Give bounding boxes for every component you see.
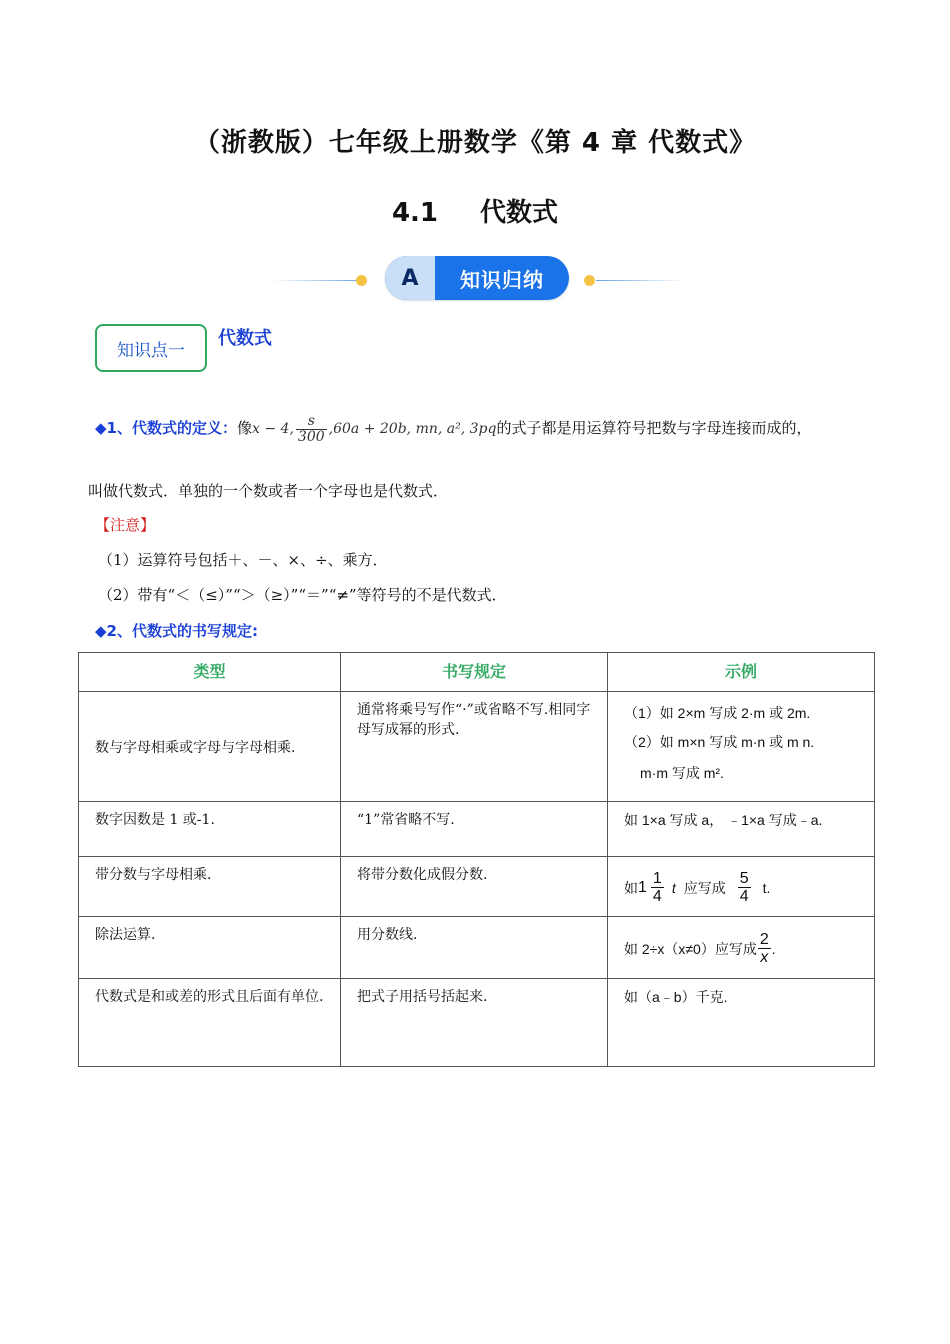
table-header-row xyxy=(79,653,875,692)
row1-example-line3: m·m 写成 m². xyxy=(640,765,724,781)
definition-lead: 像 xyxy=(237,419,253,438)
document-title: （浙教版）七年级上册数学《第 4 章 代数式》 xyxy=(193,128,757,158)
row4-rule: 用分数线. xyxy=(341,917,608,979)
definition-line-1 xyxy=(95,414,811,444)
banner-line-left xyxy=(272,280,360,281)
row1-example-line2: （2）如 m×n 写成 m·n 或 m n. xyxy=(624,734,815,750)
table-row xyxy=(79,857,875,917)
section-banner xyxy=(385,256,569,300)
row5-rule: 把式子用括号括起来. xyxy=(341,979,608,1067)
banner-label: 知识归纳 xyxy=(460,267,544,292)
rules-heading xyxy=(95,620,258,641)
table-row xyxy=(79,692,875,802)
row5-example: 如（a﹣b）千克. xyxy=(608,979,875,1067)
definition-heading-wrap xyxy=(95,419,237,437)
section-title: 代数式 xyxy=(480,198,559,228)
table-row xyxy=(79,802,875,857)
row4-type: 除法运算. xyxy=(79,917,341,979)
banner-line-right xyxy=(596,280,686,281)
note-tag: 【注意】 xyxy=(95,516,156,534)
row4-frac-den: x xyxy=(760,949,769,966)
row1-type: 数与字母相乘或字母与字母相乘. xyxy=(79,692,341,802)
section-number: 4.1 xyxy=(391,198,439,228)
knowledge-point-title: 代数式 xyxy=(218,328,272,349)
knowledge-point-tag: 知识点一 xyxy=(95,324,207,372)
row1-example xyxy=(608,692,875,802)
row3-mid: 应写成 xyxy=(683,879,726,896)
row4-example xyxy=(608,917,875,979)
row3-fraction2 xyxy=(738,870,751,905)
row3-fraction xyxy=(651,870,664,905)
row4-prefix: 如 2÷x（x≠0）应写成 xyxy=(624,940,757,957)
expr-fraction-den: 300 xyxy=(297,428,325,445)
rules-heading-text: 2、代数式的书写规定: xyxy=(106,622,258,640)
note-item-1: （1）运算符号包括＋、－、×、÷、乘方． xyxy=(98,551,388,569)
row1-example-line1: （1）如 2×m 写成 2·m 或 2m. xyxy=(624,705,811,721)
section-heading xyxy=(0,192,950,229)
row3-frac-den: 4 xyxy=(652,888,662,905)
row3-whole: 1 xyxy=(638,878,647,896)
header-type: 类型 xyxy=(79,653,341,692)
note-item-2: （2）带有“＜（≤）”“＞（≥）”“＝”“≠”等符号的不是代数式． xyxy=(98,586,507,604)
definition-line-2: 叫做代数式．单独的一个数或者一个字母也是代数式． xyxy=(88,482,449,500)
row5-type: 代数式是和或差的形式且后面有单位. xyxy=(79,979,341,1067)
expr-b: ,60a + 20b, mn, a², 3pq xyxy=(328,421,497,438)
row3-example xyxy=(608,857,875,917)
table-row xyxy=(79,979,875,1067)
expr-fraction-num: s xyxy=(296,414,327,430)
banner-dot-left xyxy=(356,275,367,286)
row2-rule: “1”常省略不写. xyxy=(341,802,608,857)
banner-letter: A xyxy=(385,256,435,300)
definition-tail: 的式子都是用运算符号把数与字母连接而成的， xyxy=(496,419,812,438)
row4-fraction xyxy=(758,931,771,966)
row3-prefix: 如 xyxy=(624,879,638,896)
mixed-number-example xyxy=(624,870,770,905)
row3-var: t xyxy=(671,879,676,896)
table-row xyxy=(79,917,875,979)
banner-dot-right xyxy=(584,275,595,286)
header-example: 示例 xyxy=(608,653,875,692)
row4-frac-num: 2 xyxy=(759,931,769,948)
definition-heading: 1、代数式的定义 xyxy=(106,419,222,438)
row3-frac2-den: 4 xyxy=(739,888,749,905)
row3-rule: 将带分数化成假分数. xyxy=(341,857,608,917)
diamond-icon: ◆ xyxy=(95,622,107,640)
row3-type: 带分数与字母相乘. xyxy=(79,857,341,917)
row4-suffix: . xyxy=(771,940,776,957)
expr-fraction xyxy=(296,414,327,444)
division-example xyxy=(624,931,776,966)
row3-frac2-num: 5 xyxy=(739,870,749,887)
definition-colon: ： xyxy=(222,419,238,438)
row1-rule: 通常将乘号写作“·”或省略不写.相同字母写成幂的形式. xyxy=(341,692,608,802)
row2-example: 如 1×a 写成 a， ﹣1×a 写成﹣a. xyxy=(608,802,875,857)
diamond-icon: ◆ xyxy=(95,419,107,438)
expr-a: x − 4, xyxy=(252,421,294,438)
row2-type: 数字因数是 1 或-1. xyxy=(79,802,341,857)
row3-frac-num: 1 xyxy=(652,870,662,887)
header-rule: 书写规定 xyxy=(341,653,608,692)
row3-var2: t. xyxy=(762,879,771,896)
writing-rules-table xyxy=(78,652,875,1067)
